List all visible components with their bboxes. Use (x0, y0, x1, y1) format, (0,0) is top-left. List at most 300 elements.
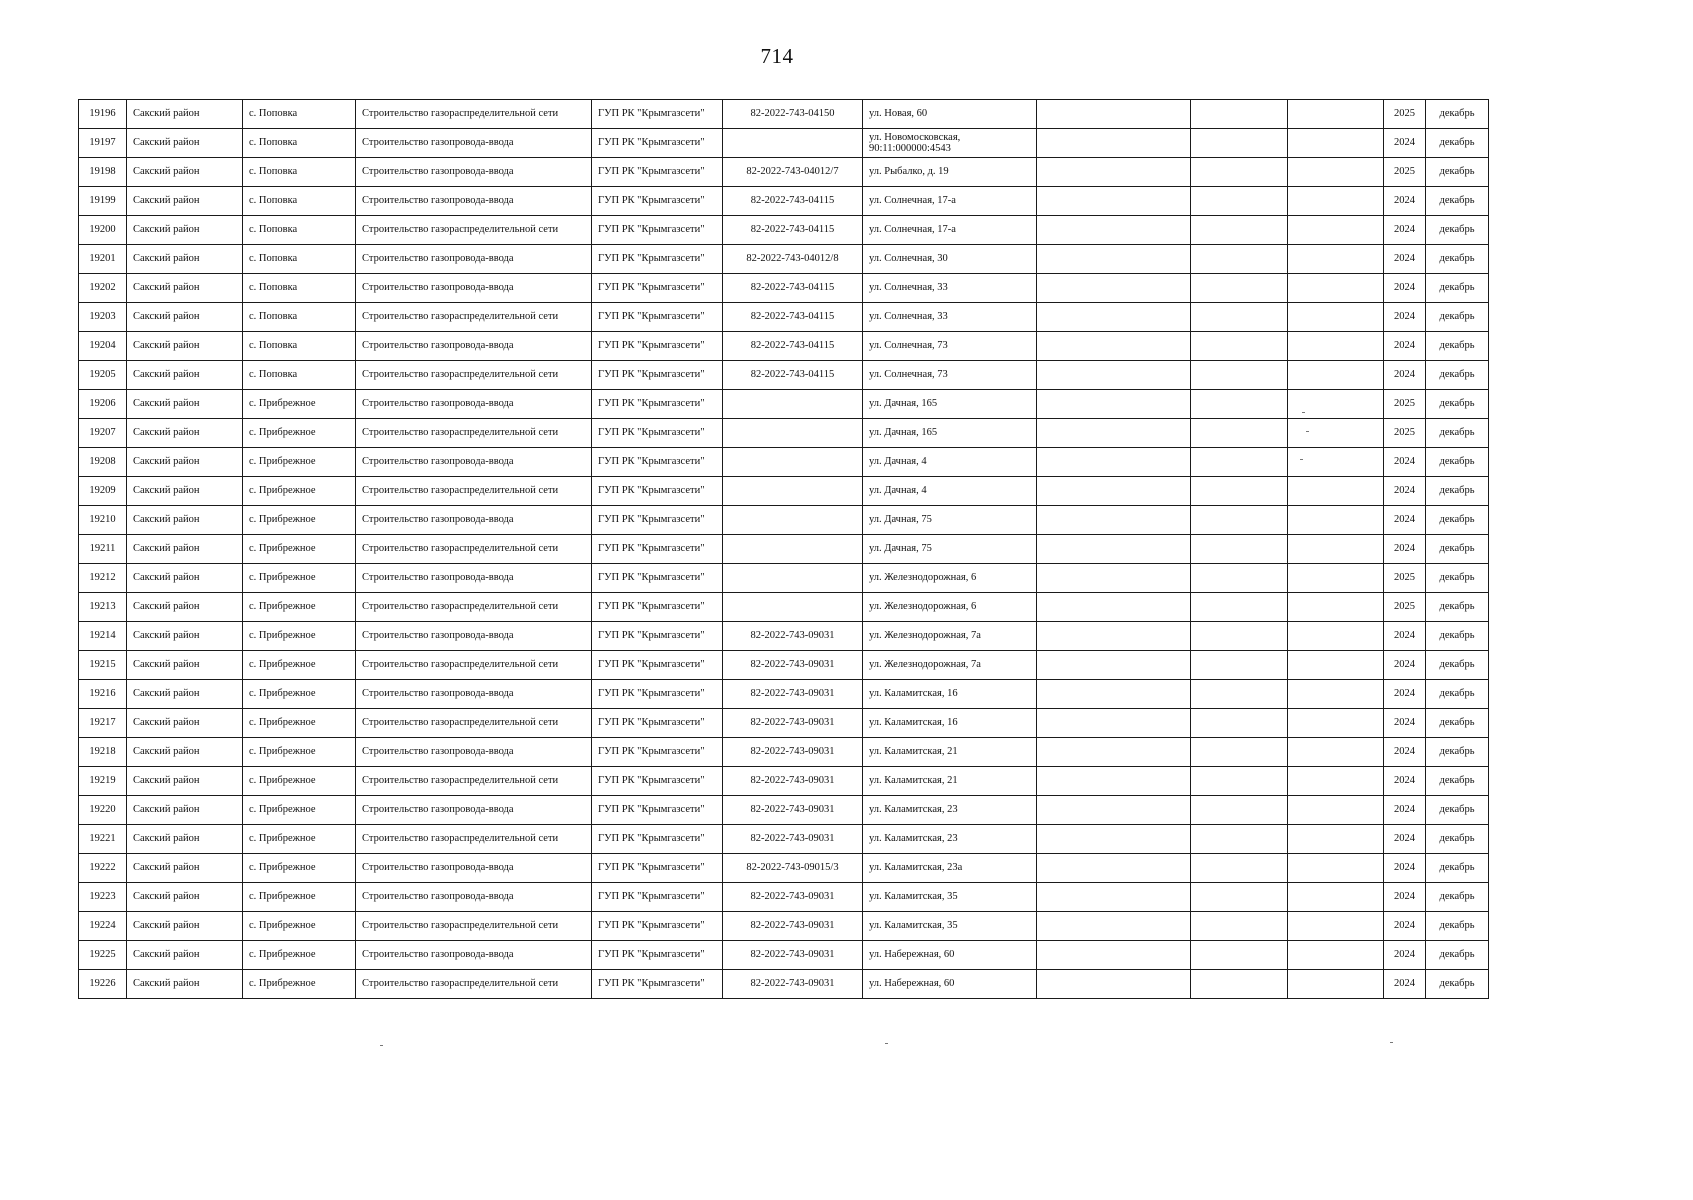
month-cell: декабрь (1426, 883, 1489, 912)
month-cell: декабрь (1426, 651, 1489, 680)
registration-code-cell: 82-2022-743-04012/8 (723, 245, 863, 274)
settlement-cell: с. Поповка (243, 100, 356, 129)
organization-cell: ГУП РК "Крымгазсети" (592, 187, 723, 216)
address-cell: ул. Железнодорожная, 7а (863, 651, 1037, 680)
district-cell: Сакский район (127, 187, 243, 216)
settlement-cell: с. Прибрежное (243, 593, 356, 622)
address-cell: ул. Рыбалко, д. 19 (863, 158, 1037, 187)
table-row (79, 767, 1489, 796)
row-number: 19220 (79, 796, 127, 825)
address-cell: ул. Дачная, 165 (863, 419, 1037, 448)
month-cell: декабрь (1426, 187, 1489, 216)
empty-cell (1037, 535, 1191, 564)
row-number: 19196 (79, 100, 127, 129)
month-cell: декабрь (1426, 593, 1489, 622)
organization-cell: ГУП РК "Крымгазсети" (592, 767, 723, 796)
district-cell: Сакский район (127, 767, 243, 796)
row-number: 19218 (79, 738, 127, 767)
row-number: 19201 (79, 245, 127, 274)
registration-code-cell (723, 564, 863, 593)
registration-code-cell: 82-2022-743-04115 (723, 361, 863, 390)
year-cell: 2025 (1384, 390, 1426, 419)
table-row (79, 651, 1489, 680)
month-cell: декабрь (1426, 506, 1489, 535)
table-row (79, 419, 1489, 448)
row-number: 19200 (79, 216, 127, 245)
district-cell: Сакский район (127, 361, 243, 390)
district-cell: Сакский район (127, 941, 243, 970)
table-row (79, 187, 1489, 216)
organization-cell: ГУП РК "Крымгазсети" (592, 738, 723, 767)
settlement-cell: с. Поповка (243, 216, 356, 245)
district-cell: Сакский район (127, 506, 243, 535)
work-type-cell: Строительство газопровода-ввода (356, 622, 592, 651)
year-cell: 2024 (1384, 477, 1426, 506)
row-number: 19213 (79, 593, 127, 622)
organization-cell: ГУП РК "Крымгазсети" (592, 158, 723, 187)
empty-cell (1037, 274, 1191, 303)
month-cell: декабрь (1426, 564, 1489, 593)
district-cell: Сакский район (127, 448, 243, 477)
organization-cell: ГУП РК "Крымгазсети" (592, 854, 723, 883)
settlement-cell: с. Поповка (243, 187, 356, 216)
settlement-cell: с. Прибрежное (243, 970, 356, 999)
year-cell: 2024 (1384, 245, 1426, 274)
empty-cell (1191, 593, 1288, 622)
registration-code-cell: 82-2022-743-09031 (723, 912, 863, 941)
organization-cell: ГУП РК "Крымгазсети" (592, 506, 723, 535)
empty-cell (1037, 912, 1191, 941)
work-type-cell: Строительство газопровода-ввода (356, 448, 592, 477)
empty-cell (1288, 448, 1384, 477)
district-cell: Сакский район (127, 709, 243, 738)
registration-code-cell: 82-2022-743-04115 (723, 216, 863, 245)
settlement-cell: с. Прибрежное (243, 390, 356, 419)
table-row (79, 564, 1489, 593)
table-body (79, 100, 1489, 999)
district-cell: Сакский район (127, 332, 243, 361)
row-number: 19215 (79, 651, 127, 680)
district-cell: Сакский район (127, 680, 243, 709)
scan-speck (1306, 431, 1309, 432)
work-type-cell: Строительство газораспределительной сети (356, 912, 592, 941)
address-cell: ул. Дачная, 4 (863, 477, 1037, 506)
scan-speck (885, 1043, 888, 1044)
registration-code-cell: 82-2022-743-04150 (723, 100, 863, 129)
registration-code-cell: 82-2022-743-09031 (723, 825, 863, 854)
empty-cell (1288, 245, 1384, 274)
table-row (79, 535, 1489, 564)
empty-cell (1191, 332, 1288, 361)
work-type-cell: Строительство газораспределительной сети (356, 593, 592, 622)
year-cell: 2024 (1384, 854, 1426, 883)
month-cell: декабрь (1426, 854, 1489, 883)
empty-cell (1288, 796, 1384, 825)
table-row (79, 506, 1489, 535)
district-cell: Сакский район (127, 883, 243, 912)
table-row (79, 941, 1489, 970)
empty-cell (1037, 738, 1191, 767)
work-type-cell: Строительство газораспределительной сети (356, 651, 592, 680)
row-number: 19207 (79, 419, 127, 448)
table-row (79, 332, 1489, 361)
table-row (79, 796, 1489, 825)
empty-cell (1191, 245, 1288, 274)
month-cell: декабрь (1426, 274, 1489, 303)
month-cell: декабрь (1426, 941, 1489, 970)
table-row (79, 129, 1489, 158)
empty-cell (1191, 883, 1288, 912)
settlement-cell: с. Прибрежное (243, 535, 356, 564)
empty-cell (1037, 245, 1191, 274)
year-cell: 2025 (1384, 100, 1426, 129)
address-cell: ул. Набережная, 60 (863, 970, 1037, 999)
empty-cell (1191, 361, 1288, 390)
month-cell: декабрь (1426, 303, 1489, 332)
district-cell: Сакский район (127, 970, 243, 999)
empty-cell (1191, 419, 1288, 448)
empty-cell (1037, 158, 1191, 187)
empty-cell (1037, 477, 1191, 506)
empty-cell (1037, 796, 1191, 825)
empty-cell (1037, 709, 1191, 738)
empty-cell (1191, 129, 1288, 158)
year-cell: 2024 (1384, 622, 1426, 651)
settlement-cell: с. Поповка (243, 303, 356, 332)
month-cell: декабрь (1426, 709, 1489, 738)
organization-cell: ГУП РК "Крымгазсети" (592, 216, 723, 245)
empty-cell (1288, 361, 1384, 390)
year-cell: 2024 (1384, 796, 1426, 825)
empty-cell (1288, 912, 1384, 941)
empty-cell (1191, 680, 1288, 709)
year-cell: 2024 (1384, 941, 1426, 970)
settlement-cell: с. Прибрежное (243, 825, 356, 854)
address-cell: ул. Каламитская, 21 (863, 738, 1037, 767)
year-cell: 2024 (1384, 738, 1426, 767)
month-cell: декабрь (1426, 158, 1489, 187)
settlement-cell: с. Прибрежное (243, 448, 356, 477)
organization-cell: ГУП РК "Крымгазсети" (592, 129, 723, 158)
settlement-cell: с. Поповка (243, 158, 356, 187)
district-cell: Сакский район (127, 303, 243, 332)
address-cell: ул. Железнодорожная, 6 (863, 593, 1037, 622)
scan-speck (1300, 459, 1303, 460)
month-cell: декабрь (1426, 361, 1489, 390)
organization-cell: ГУП РК "Крымгазсети" (592, 825, 723, 854)
empty-cell (1288, 854, 1384, 883)
table-row (79, 593, 1489, 622)
empty-cell (1288, 941, 1384, 970)
work-type-cell: Строительство газораспределительной сети (356, 709, 592, 738)
month-cell: декабрь (1426, 332, 1489, 361)
work-type-cell: Строительство газораспределительной сети (356, 216, 592, 245)
row-number: 19221 (79, 825, 127, 854)
year-cell: 2025 (1384, 564, 1426, 593)
district-cell: Сакский район (127, 390, 243, 419)
empty-cell (1037, 564, 1191, 593)
year-cell: 2024 (1384, 825, 1426, 854)
row-number: 19203 (79, 303, 127, 332)
year-cell: 2024 (1384, 448, 1426, 477)
work-type-cell: Строительство газопровода-ввода (356, 245, 592, 274)
year-cell: 2024 (1384, 216, 1426, 245)
registration-code-cell: 82-2022-743-09031 (723, 680, 863, 709)
empty-cell (1191, 216, 1288, 245)
row-number: 19204 (79, 332, 127, 361)
organization-cell: ГУП РК "Крымгазсети" (592, 535, 723, 564)
organization-cell: ГУП РК "Крымгазсети" (592, 593, 723, 622)
table-row (79, 158, 1489, 187)
registration-code-cell (723, 506, 863, 535)
settlement-cell: с. Поповка (243, 274, 356, 303)
year-cell: 2024 (1384, 535, 1426, 564)
organization-cell: ГУП РК "Крымгазсети" (592, 390, 723, 419)
work-type-cell: Строительство газопровода-ввода (356, 796, 592, 825)
empty-cell (1037, 506, 1191, 535)
empty-cell (1191, 941, 1288, 970)
settlement-cell: с. Прибрежное (243, 564, 356, 593)
empty-cell (1037, 216, 1191, 245)
table-row (79, 361, 1489, 390)
table-row (79, 303, 1489, 332)
empty-cell (1037, 361, 1191, 390)
organization-cell: ГУП РК "Крымгазсети" (592, 448, 723, 477)
empty-cell (1191, 100, 1288, 129)
row-number: 19212 (79, 564, 127, 593)
row-number: 19225 (79, 941, 127, 970)
registry-table (78, 99, 1489, 999)
table-row (79, 100, 1489, 129)
work-type-cell: Строительство газопровода-ввода (356, 854, 592, 883)
settlement-cell: с. Прибрежное (243, 854, 356, 883)
empty-cell (1288, 767, 1384, 796)
year-cell: 2024 (1384, 651, 1426, 680)
organization-cell: ГУП РК "Крымгазсети" (592, 883, 723, 912)
scan-speck (1302, 412, 1305, 413)
organization-cell: ГУП РК "Крымгазсети" (592, 419, 723, 448)
empty-cell (1191, 651, 1288, 680)
empty-cell (1288, 680, 1384, 709)
year-cell: 2024 (1384, 129, 1426, 158)
page-number: 714 (760, 44, 794, 68)
empty-cell (1037, 419, 1191, 448)
empty-cell (1288, 535, 1384, 564)
district-cell: Сакский район (127, 129, 243, 158)
settlement-cell: с. Прибрежное (243, 419, 356, 448)
scan-speck (380, 1045, 383, 1046)
empty-cell (1191, 448, 1288, 477)
registration-code-cell: 82-2022-743-09031 (723, 767, 863, 796)
settlement-cell: с. Прибрежное (243, 883, 356, 912)
settlement-cell: с. Прибрежное (243, 477, 356, 506)
settlement-cell: с. Прибрежное (243, 767, 356, 796)
registration-code-cell (723, 419, 863, 448)
address-cell: ул. Дачная, 75 (863, 506, 1037, 535)
address-cell: ул. Каламитская, 35 (863, 912, 1037, 941)
work-type-cell: Строительство газопровода-ввода (356, 274, 592, 303)
table-row (79, 709, 1489, 738)
empty-cell (1191, 303, 1288, 332)
district-cell: Сакский район (127, 245, 243, 274)
table-row (79, 448, 1489, 477)
work-type-cell: Строительство газопровода-ввода (356, 680, 592, 709)
registration-code-cell (723, 448, 863, 477)
empty-cell (1037, 332, 1191, 361)
organization-cell: ГУП РК "Крымгазсети" (592, 912, 723, 941)
work-type-cell: Строительство газораспределительной сети (356, 361, 592, 390)
empty-cell (1191, 767, 1288, 796)
district-cell: Сакский район (127, 622, 243, 651)
table-row (79, 245, 1489, 274)
work-type-cell: Строительство газораспределительной сети (356, 100, 592, 129)
table-row (79, 216, 1489, 245)
year-cell: 2024 (1384, 274, 1426, 303)
organization-cell: ГУП РК "Крымгазсети" (592, 709, 723, 738)
address-cell: ул. Дачная, 4 (863, 448, 1037, 477)
registration-code-cell: 82-2022-743-09031 (723, 709, 863, 738)
empty-cell (1191, 535, 1288, 564)
empty-cell (1288, 187, 1384, 216)
address-cell: ул. Солнечная, 33 (863, 274, 1037, 303)
row-number: 19202 (79, 274, 127, 303)
work-type-cell: Строительство газопровода-ввода (356, 941, 592, 970)
empty-cell (1037, 854, 1191, 883)
month-cell: декабрь (1426, 448, 1489, 477)
organization-cell: ГУП РК "Крымгазсети" (592, 564, 723, 593)
empty-cell (1288, 129, 1384, 158)
work-type-cell: Строительство газопровода-ввода (356, 158, 592, 187)
work-type-cell: Строительство газопровода-ввода (356, 883, 592, 912)
month-cell: декабрь (1426, 419, 1489, 448)
year-cell: 2024 (1384, 709, 1426, 738)
row-number: 19208 (79, 448, 127, 477)
empty-cell (1037, 941, 1191, 970)
year-cell: 2024 (1384, 506, 1426, 535)
district-cell: Сакский район (127, 738, 243, 767)
row-number: 19210 (79, 506, 127, 535)
year-cell: 2024 (1384, 912, 1426, 941)
address-cell: ул. Железнодорожная, 7а (863, 622, 1037, 651)
empty-cell (1191, 158, 1288, 187)
scan-speck (1390, 1042, 1393, 1043)
table-row (79, 274, 1489, 303)
district-cell: Сакский район (127, 274, 243, 303)
work-type-cell: Строительство газопровода-ввода (356, 564, 592, 593)
settlement-cell: с. Прибрежное (243, 738, 356, 767)
organization-cell: ГУП РК "Крымгазсети" (592, 477, 723, 506)
registration-code-cell: 82-2022-743-09031 (723, 941, 863, 970)
table-row (79, 477, 1489, 506)
address-cell: ул. Каламитская, 23 (863, 796, 1037, 825)
organization-cell: ГУП РК "Крымгазсети" (592, 274, 723, 303)
address-cell: ул. Новомосковская, 90:11:000000:4543 (863, 129, 1037, 158)
table-row (79, 680, 1489, 709)
district-cell: Сакский район (127, 564, 243, 593)
settlement-cell: с. Прибрежное (243, 622, 356, 651)
row-number: 19217 (79, 709, 127, 738)
work-type-cell: Строительство газораспределительной сети (356, 477, 592, 506)
registration-code-cell (723, 535, 863, 564)
year-cell: 2024 (1384, 361, 1426, 390)
empty-cell (1037, 767, 1191, 796)
table-row (79, 390, 1489, 419)
table-row (79, 883, 1489, 912)
settlement-cell: с. Прибрежное (243, 709, 356, 738)
row-number: 19211 (79, 535, 127, 564)
empty-cell (1037, 883, 1191, 912)
year-cell: 2025 (1384, 419, 1426, 448)
year-cell: 2025 (1384, 158, 1426, 187)
empty-cell (1191, 390, 1288, 419)
row-number: 19216 (79, 680, 127, 709)
address-cell: ул. Набережная, 60 (863, 941, 1037, 970)
address-cell: ул. Каламитская, 23 (863, 825, 1037, 854)
settlement-cell: с. Прибрежное (243, 912, 356, 941)
table-row (79, 825, 1489, 854)
registration-code-cell: 82-2022-743-04012/7 (723, 158, 863, 187)
empty-cell (1288, 970, 1384, 999)
row-number: 19205 (79, 361, 127, 390)
empty-cell (1037, 651, 1191, 680)
row-number: 19223 (79, 883, 127, 912)
empty-cell (1037, 390, 1191, 419)
table-row (79, 622, 1489, 651)
address-cell: ул. Солнечная, 17-а (863, 216, 1037, 245)
empty-cell (1288, 419, 1384, 448)
month-cell: декабрь (1426, 245, 1489, 274)
month-cell: декабрь (1426, 390, 1489, 419)
empty-cell (1191, 709, 1288, 738)
row-number: 19209 (79, 477, 127, 506)
empty-cell (1191, 912, 1288, 941)
district-cell: Сакский район (127, 651, 243, 680)
settlement-cell: с. Поповка (243, 361, 356, 390)
empty-cell (1037, 680, 1191, 709)
empty-cell (1288, 883, 1384, 912)
registration-code-cell: 82-2022-743-09031 (723, 738, 863, 767)
settlement-cell: с. Прибрежное (243, 506, 356, 535)
year-cell: 2024 (1384, 970, 1426, 999)
table-row (79, 854, 1489, 883)
organization-cell: ГУП РК "Крымгазсети" (592, 100, 723, 129)
empty-cell (1037, 100, 1191, 129)
registration-code-cell: 82-2022-743-04115 (723, 274, 863, 303)
registration-code-cell: 82-2022-743-09031 (723, 970, 863, 999)
settlement-cell: с. Поповка (243, 129, 356, 158)
table-row (79, 912, 1489, 941)
work-type-cell: Строительство газораспределительной сети (356, 535, 592, 564)
year-cell: 2025 (1384, 593, 1426, 622)
settlement-cell: с. Поповка (243, 332, 356, 361)
work-type-cell: Строительство газопровода-ввода (356, 129, 592, 158)
empty-cell (1037, 593, 1191, 622)
address-cell: ул. Солнечная, 73 (863, 361, 1037, 390)
month-cell: декабрь (1426, 796, 1489, 825)
address-cell: ул. Солнечная, 73 (863, 332, 1037, 361)
empty-cell (1037, 622, 1191, 651)
month-cell: декабрь (1426, 767, 1489, 796)
organization-cell: ГУП РК "Крымгазсети" (592, 941, 723, 970)
district-cell: Сакский район (127, 854, 243, 883)
month-cell: декабрь (1426, 535, 1489, 564)
organization-cell: ГУП РК "Крымгазсети" (592, 970, 723, 999)
empty-cell (1288, 390, 1384, 419)
address-cell: ул. Дачная, 165 (863, 390, 1037, 419)
row-number: 19214 (79, 622, 127, 651)
empty-cell (1191, 274, 1288, 303)
empty-cell (1191, 622, 1288, 651)
